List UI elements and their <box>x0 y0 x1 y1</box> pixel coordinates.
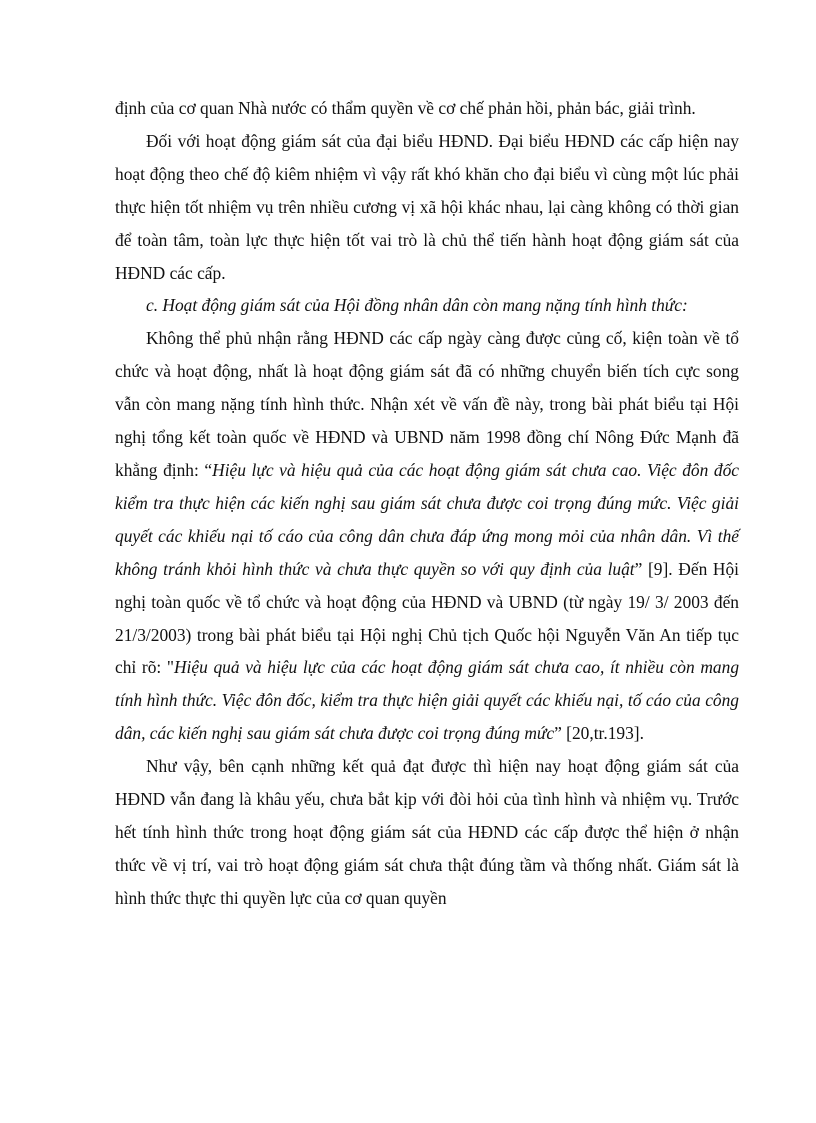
quote-nguyen-van-an: Hiệu quả và hiệu lực của các hoạt động giám sát chưa cao, ít nhiều còn mang tính hình thức. Việc đôn đốc, kiểm tra thực hiện giải quyết các khiếu nại, tố cáo của công dân, các kiến nghị sau giám sát chưa được coi trọng đúng mức <box>115 657 740 744</box>
citation-segment: ” [20,tr.193]. <box>554 723 644 744</box>
document-body <box>115 92 739 915</box>
paragraph-delegate-supervision: Đối với hoạt động giám sát của đại biểu HĐND. Đại biểu HĐND các cấp hiện nay hoạt động theo chế độ kiêm nhiệm vì vậy rất khó khăn cho đại biểu vì cùng một lúc phải thực hiện tốt nhiệm vụ trên nhiều cương vị xã hội khác nhau, lại càng không có thời gian để toàn tâm, toàn lực thực hiện tốt vai trò là chủ thể tiến hành hoạt động giám sát của HĐND các cấp. <box>115 130 739 283</box>
text-segment: ” [9]. Đến Hội nghị toàn quốc về tổ chức và hoạt động của HĐND và UBND (từ ngày 19/ 3/ 2003 đến 21/3/2003) trong bài phát biểu tại Hội nghị Chủ tịch Quốc hội Nguyễn Văn An tiếp tục chỉ rõ: " <box>115 558 739 678</box>
paragraph-weakness-summary: Như vậy, bên cạnh những kết quả đạt được thì hiện nay hoạt động giám sát của HĐND vẫn đang là khâu yếu, chưa bắt kịp với đòi hỏi của tình hình và nhiệm vụ. Trước hết tính hình thức trong hoạt động giám sát của HĐND các cấp được thể hiện ở nhận thức về vị trí, vai trò hoạt động giám sát chưa thật đúng tầm và thống nhất. Giám sát là hình thức thực thi quyền lực của cơ quan quyền <box>115 756 739 908</box>
quote-nong-duc-manh: Hiệu lực và hiệu quả của các hoạt động giám sát chưa cao. Việc đôn đốc kiểm tra thực hiện các kiến nghị sau giám sát chưa được coi trọng đúng mức. Việc giải quyết các khiếu nại tố cáo của công dân chưa đáp ứng mong mỏi của nhân dân. Vì thế không tránh khỏi hình thức và chưa thực quyền so với quy định của luật <box>115 459 739 579</box>
paragraph-continuation: định của cơ quan Nhà nước có thẩm quyền về cơ chế phản hồi, phản bác, giải trình. <box>115 98 696 118</box>
paragraph-formality-quotes <box>115 322 739 750</box>
text-segment: Không thể phủ nhận rằng HĐND các cấp ngày càng được củng cố, kiện toàn về tổ chức và hoạt động, nhất là hoạt động giám sát đã có những chuyển biến tích cực song vẫn còn mang nặng tính hình thức. Nhận xét về vấn đề này, trong bài phát biểu tại Hội nghị tổng kết toàn quốc về HĐND và UBND năm 1998 đồng chí Nông Đức Mạnh đã khẳng định: “ <box>115 328 739 480</box>
section-heading-c: c. Hoạt động giám sát của Hội đồng nhân dân còn mang nặng tính hình thức: <box>146 295 688 316</box>
